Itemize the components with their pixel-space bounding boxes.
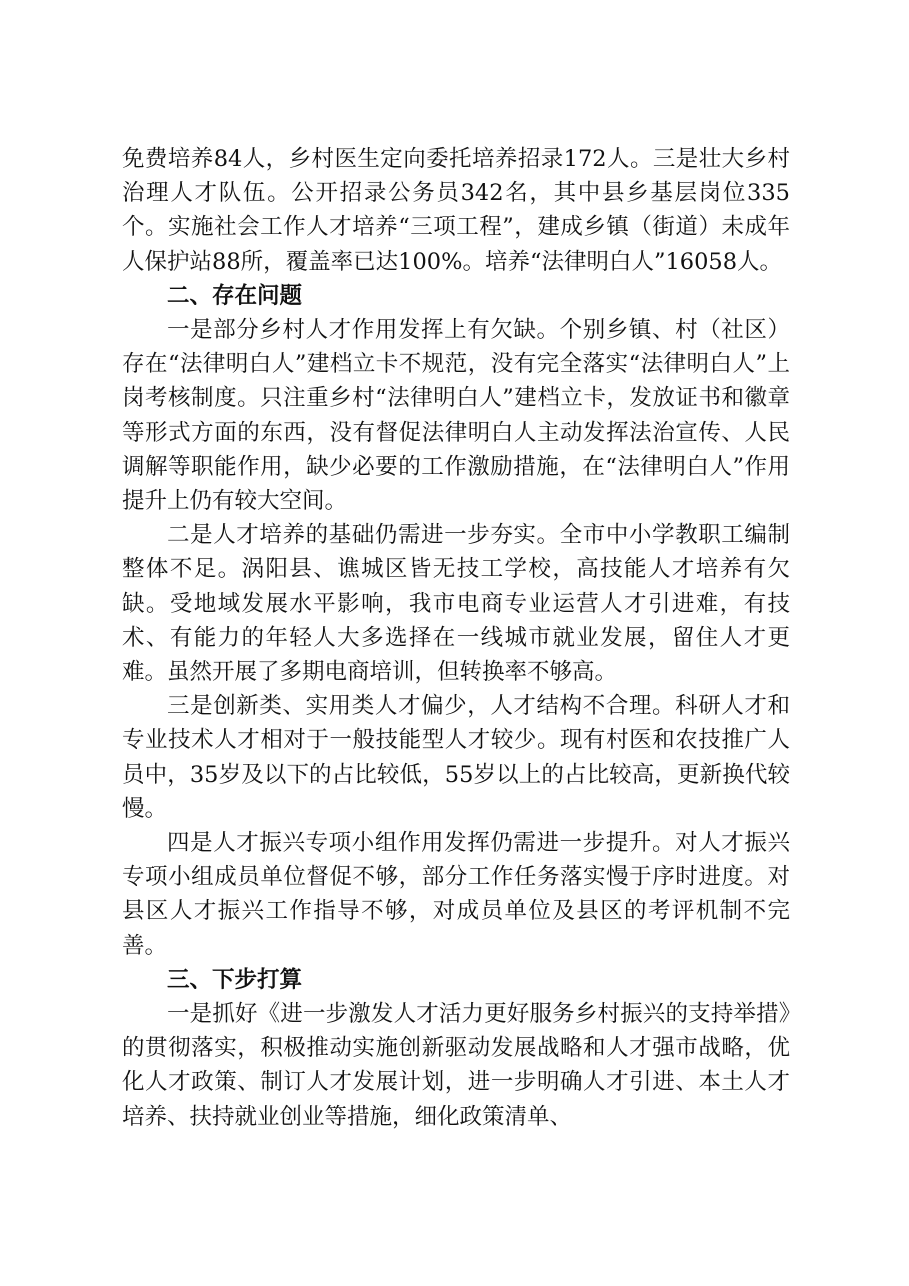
paragraph-problem-1: 一是部分乡村人才作用发挥上有欠缺。个别乡镇、村（社区）存在“法律明白人”建档立卡不规范，没有完全落实“法律明白人”上岗考核制度。只注重乡村“法律明白人”建档立卡，发放证书和徽章等形式方面的东西，没有督促法律明白人主动发挥法治宣传、人民调解等职能作用，缺少必要的工作激励措施，在“法律明白人”作用提升上仍有较大空间。 <box>122 317 790 515</box>
paragraph-plan-1: 一是抓好《进一步激发人才活力更好服务乡村振兴的支持举措》的贯彻落实，积极推动实施创新驱动发展战略和人才强市战略，优化人才政策、制订人才发展计划，进一步明确人才引进、本土人才培养、扶持就业创业等措施，细化政策清单、 <box>122 1001 790 1130</box>
paragraph-intro: 免费培养84人，乡村医生定向委托培养招录172人。三是壮大乡村治理人才队伍。公开招录公务员342名，其中县乡基层岗位335个。实施社会工作人才培养“三项工程”，建成乡镇（街道）未成年人保护站88所，覆盖率已达100%。培养“法律明白人”16058人。 <box>122 146 790 275</box>
paragraph-problem-2: 二是人才培养的基础仍需进一步夯实。全市中小学教职工编制整体不足。涡阳县、谯城区皆无技工学校，高技能人才培养有欠缺。受地域发展水平影响，我市电商专业运营人才引进难，有技术、有能力的年轻人大多选择在一线城市就业发展，留住人才更难。虽然开展了多期电商培训，但转换率不够高。 <box>122 522 790 686</box>
section-heading-next-steps: 三、下步打算 <box>167 966 303 993</box>
paragraph-problem-3: 三是创新类、实用类人才偏少，人才结构不合理。科研人才和专业技术人才相对于一般技能型人才较少。现有村医和农技推广人员中，35岁及以下的占比较低，55岁以上的占比较高，更新换代较慢。 <box>122 693 790 822</box>
document-body <box>122 142 790 1134</box>
section-heading-problems: 二、存在问题 <box>167 282 303 309</box>
paragraph-problem-4: 四是人才振兴专项小组作用发挥仍需进一步提升。对人才振兴专项小组成员单位督促不够，部分工作任务落实慢于序时进度。对县区人才振兴工作指导不够，对成员单位及县区的考评机制不完善。 <box>122 830 790 959</box>
